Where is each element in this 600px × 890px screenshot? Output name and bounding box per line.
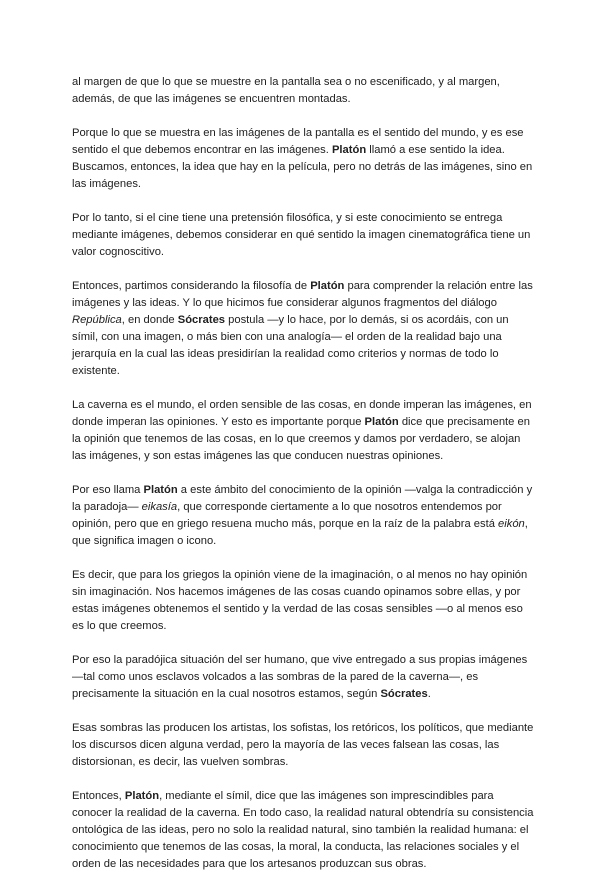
paragraph-text: a este ámbito del conocimiento de la opinión —valga la contradicción y la paradoja— <box>72 484 533 513</box>
bold-term: Platón <box>364 416 399 428</box>
bold-term: Platón <box>310 280 345 292</box>
paragraph-text: dice que precisamente en la opinión que tenemos de las cosas, en lo que creemos y damos por verdadero, se alojan las imágenes, y son estas imágenes las que conducen nuestras opiniones. <box>72 416 530 462</box>
paragraph-text: Entonces, <box>72 790 125 802</box>
paragraph <box>72 482 534 550</box>
paragraph-text: Entonces, partimos considerando la filosofía de <box>72 280 311 292</box>
italic-term: República <box>72 314 122 326</box>
paragraph <box>72 652 534 703</box>
paragraph <box>72 567 534 635</box>
paragraph-text: Por eso la paradójica situación del ser humano, que vive entregado a sus propias imágenes —tal como unos esclavos volcados a las sombras de la pared de la caverna—, es precisamente la situación en la cual nosotros estamos, según <box>72 654 528 700</box>
paragraph-text: Por lo tanto, si el cine tiene una pretensión filosófica, y si este conocimiento se entrega mediante imágenes, debemos considerar en qué sentido la imagen cinematográfica tiene un valor cognoscitivo. <box>72 212 531 258</box>
paragraph <box>72 278 534 380</box>
paragraph-text: llamó a ese sentido la idea. Buscamos, entonces, la idea que hay en la película, pero no detrás de las imágenes, sino en las imágenes. <box>72 144 533 190</box>
paragraph <box>72 720 534 771</box>
bold-term: Platón <box>331 144 367 156</box>
paragraph-text: para comprender la relación entre las imágenes y las ideas. Y lo que hicimos fue considerar algunos fragmentos del diálogo <box>72 280 533 309</box>
italic-term: eikasía <box>141 501 178 513</box>
bold-term: Platón <box>124 790 160 802</box>
paragraph <box>72 210 534 261</box>
paragraph <box>72 788 534 873</box>
paragraph-text: postula —y lo hace, por lo demás, si os acordáis, con un símil, con una imagen, o más bien con una analogía— el orden de la realidad bajo una jerarquía en la cual las ideas presidirían la realidad como criterios y normas de todo lo existente. <box>72 314 509 377</box>
paragraph-text: al margen de que lo que se muestre en la pantalla sea o no escenificado, y al margen, además, de que las imágenes se encuentren montadas. <box>72 76 500 105</box>
paragraph-text: . <box>427 688 431 700</box>
paragraph-text: , que significa imagen o icono. <box>72 518 528 547</box>
paragraph-text: Por eso llama <box>72 484 144 496</box>
paragraph-text: Esas sombras las producen los artistas, los sofistas, los retóricos, los políticos, que mediante los discursos dicen alguna verdad, pero la mayoría de las veces falsean las cosas, las distorsionan, es decir, las vuelven sombras. <box>72 722 534 768</box>
paragraph-text: , mediante el símil, dice que las imágenes son imprescindibles para conocer la realidad de la caverna. En todo caso, la realidad natural obtendría su consistencia ontológica de las ideas, pero no solo la realidad natural, sino también la realidad humana: el conocimiento que tenemos de las cosas, la moral, la conducta, las relaciones sociales y el orden de las necesidades para que los artesanos produzcan sus obras. <box>72 790 534 870</box>
paragraph <box>72 74 534 108</box>
bold-term: Sócrates <box>380 688 428 700</box>
paragraph-text: Es decir, que para los griegos la opinión viene de la imaginación, o al menos no hay opinión sin imaginación. Nos hacemos imágenes de las cosas cuando opinamos sobre ellas, y por estas imágenes obtenemos el sentido y la verdad de las cosas sensibles —o al menos eso es lo que creemos. <box>72 569 528 632</box>
paragraph <box>72 397 534 465</box>
bold-term: Platón <box>143 484 178 496</box>
paragraph-text: , en donde <box>121 314 178 326</box>
document-page <box>72 74 534 890</box>
paragraph <box>72 125 534 193</box>
paragraph-text: , que corresponde ciertamente a lo que nosotros entendemos por opinión, pero que en griego resuena mucho más, porque en la raíz de la palabra está <box>72 501 502 530</box>
italic-term: eikón <box>498 518 525 530</box>
bold-term: Sócrates <box>177 314 226 326</box>
paragraph-text: Porque lo que se muestra en las imágenes de la pantalla es el sentido del mundo, y es ese sentido el que debemos encontrar en las imágenes. <box>72 127 524 156</box>
paragraph-text: La caverna es el mundo, el orden sensible de las cosas, en donde imperan las imágenes, en donde imperan las opiniones. Y esto es importante porque <box>72 399 532 428</box>
